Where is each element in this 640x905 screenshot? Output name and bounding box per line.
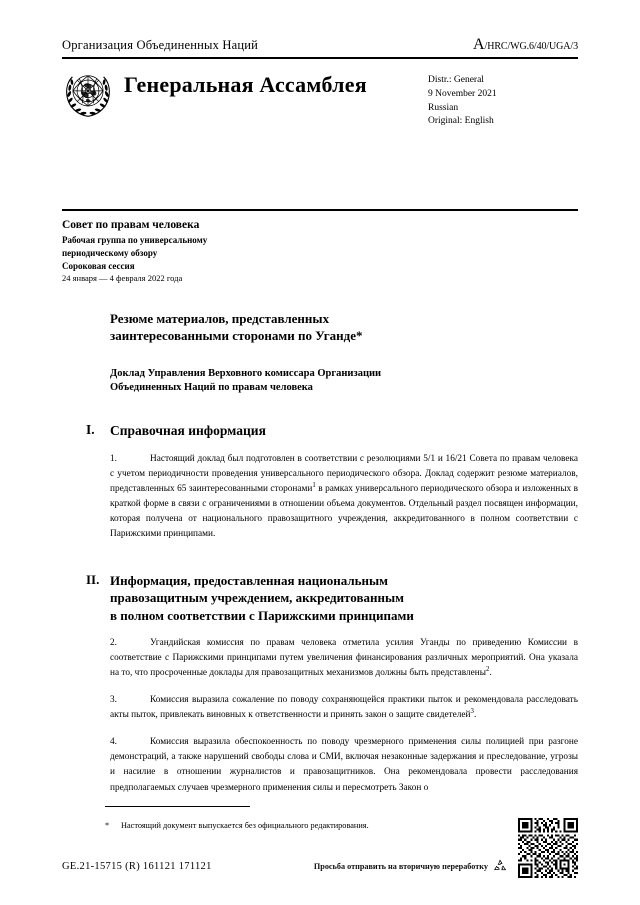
organization-name: Организация Объединенных Наций <box>62 38 259 52</box>
paragraph-3-text-after: . <box>473 710 477 721</box>
recycle-icon <box>492 858 508 874</box>
section-heading-1 <box>86 422 578 440</box>
document-title-line-1: Резюме материалов, представленных <box>110 311 330 327</box>
paragraph-2-text-after: . <box>489 668 492 679</box>
paragraph-2 <box>110 636 578 681</box>
section-title-2 <box>110 572 414 624</box>
masthead-bottom-row <box>62 66 578 129</box>
document-symbol <box>473 36 578 54</box>
paragraph-4 <box>110 735 578 795</box>
paragraph-1-text-before: Настоящий доклад был подготовлен в соответствии с резолюциями 5/1 и 16/21 Совета по правам человека с учетом периодичности проведения универсального периодического обзора. Доклад содержит резюме материалов, представленных 65 заинтересованными сторонами <box>110 453 578 494</box>
document-subtitle <box>110 367 578 396</box>
masthead-divider <box>62 57 578 59</box>
distr-date: 9 November 2021 <box>428 88 497 99</box>
distr-original: Original: English <box>428 116 494 127</box>
assembly-title: Генеральная Ассамблея <box>124 72 367 97</box>
session-dates: 24 января — 4 февраля 2022 года <box>62 272 183 283</box>
footnote-text: Настоящий документ выпускается без официального редактирования. <box>121 821 369 830</box>
paragraph-number-2: 2. <box>110 638 117 649</box>
recycle-text: Просьба отправить на вторичную переработку <box>313 861 488 871</box>
paragraph-4-text-before: Комиссия выразила обеспокоенность по поводу чрезмерного применения силы полицией при разгоне демонстраций, а также нарушений свободы слова и СМИ, включая незаконные задержания и преследование, угрозы и насилие в отношении журналистов и правозащитников. Она рекомендовала провести расследования предполагаемых случаев чрезмерного применения силы и пересмотреть Закон о <box>110 737 578 793</box>
section-number-1: I. <box>86 421 95 437</box>
distr-general: Distr.: General <box>428 75 484 85</box>
qr-code[interactable] <box>518 818 578 878</box>
footnote-area <box>105 820 555 832</box>
footnote-ref-3[interactable]: 3 <box>470 708 474 716</box>
job-number: GE.21-15715 (R) 161121 171121 <box>62 860 212 872</box>
paragraph-3 <box>110 693 578 723</box>
footnote-ref-1[interactable]: 1 <box>312 481 316 489</box>
footnote-separator <box>105 806 250 807</box>
paragraph-1-text-after: в рамках универсального периодического обзора и изложенных в краткой форме в связи с ограничениями в отношении объема документов. Отдельный раздел посвящен информации, которая получена от национального правозащитного учреждения, аккредитованного в полном соответствии с Парижскими принципами. <box>110 483 579 539</box>
document-subtitle-line-2: Объединенных Наций по правам человека <box>110 382 313 394</box>
working-group-line-2: периодическому обзору <box>62 247 158 258</box>
document-title-line-2: заинтересованными сторонами по Уганде* <box>110 328 363 344</box>
section-title-2-line-3: в полном соответствии с Парижскими принципами <box>110 607 414 623</box>
paragraph-1 <box>110 452 578 542</box>
un-emblem-icon <box>62 68 114 120</box>
page-footer <box>62 858 578 874</box>
masthead <box>62 36 578 129</box>
distribution-block <box>428 74 578 129</box>
paragraph-3-text-before: Комиссия выразила сожаление по поводу сохраняющейся практики пыток и рекомендовала расследовать акты пыток, привлекать виновных к ответственности и принять закон о защите свидетелей <box>110 695 578 721</box>
section-title-1: Справочная информация <box>110 422 266 438</box>
footnote-marker: * <box>105 821 110 830</box>
header-body-divider <box>62 209 578 211</box>
session-name: Сороковая сессия <box>62 260 135 271</box>
section-number-2: II. <box>86 571 100 587</box>
paragraph-number-4: 4. <box>110 737 117 748</box>
masthead-top-row <box>62 36 578 54</box>
document-body <box>62 218 578 805</box>
section-title-2-line-2: правозащитным учреждением, аккредитованным <box>110 590 404 606</box>
paragraph-2-text-before: Угандийская комиссия по правам человека отметила усилия Уганды по приведению Комиссии в соответствие с Парижскими принципами путем увеличения финансирования различных мероприятий. Она указала на то, что просроченные доклады для правозащитных механизмов должны быть представлены <box>110 638 578 679</box>
footnote-ref-2[interactable]: 2 <box>486 666 490 674</box>
section-heading-2 <box>86 572 578 624</box>
working-group-line-1: Рабочая группа по универсальному <box>62 235 208 246</box>
document-symbol-prefix: A <box>473 36 485 53</box>
document-subtitle-line-1: Доклад Управления Верховного комиссара Организации <box>110 367 382 379</box>
section-title-2-line-1: Информация, предоставленная национальным <box>110 572 389 588</box>
working-group-name <box>62 234 578 258</box>
organ-name: Совет по правам человека <box>62 219 200 231</box>
document-symbol-rest: /HRC/WG.6/40/UGA/3 <box>484 41 578 52</box>
paragraph-number-3: 3. <box>110 695 117 706</box>
document-title <box>110 310 578 344</box>
paragraph-number-1: 1. <box>110 453 117 464</box>
distr-language: Russian <box>428 102 459 113</box>
